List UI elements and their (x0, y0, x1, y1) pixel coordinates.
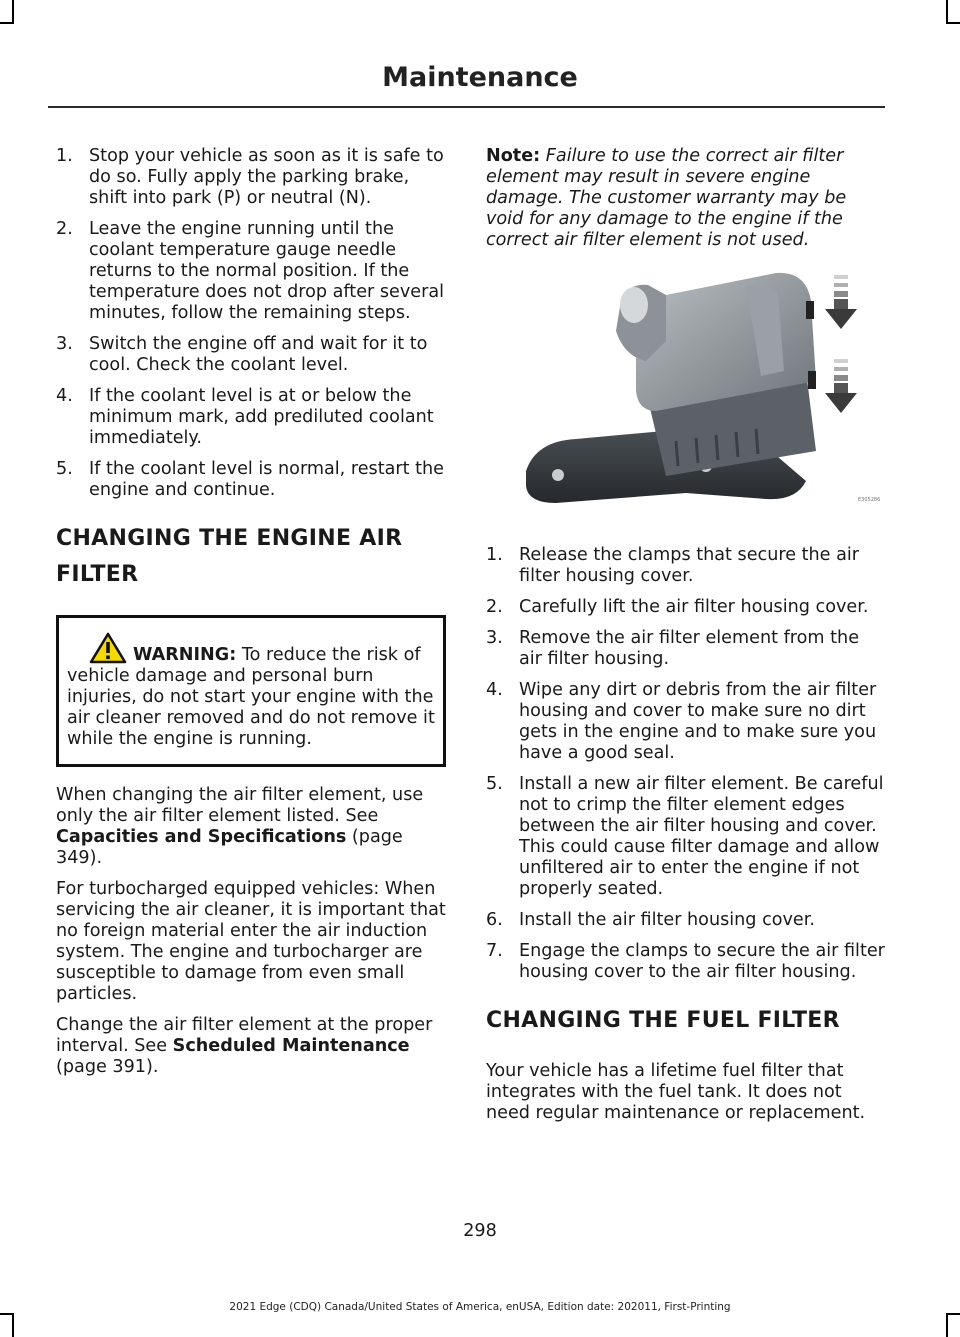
cross-reference-link[interactable]: Scheduled Maintenance (172, 1036, 410, 1056)
cross-reference-link[interactable]: Capacities and Specifications (56, 827, 347, 847)
header-rule (48, 106, 885, 108)
list-item: 5. Install a new air filter element. Be careful not to crimp the filter element edges between the air filter housing and cover. This could cause filter damage and allow unfiltered air to enter the engine if not properly seated. (486, 774, 884, 899)
paragraph: When changing the air filter element, use only the air filter element listed. See Capacities and Specifications (page 349). (56, 785, 424, 868)
down-arrow-icon (825, 359, 857, 413)
list-item: 4. If the coolant level is at or below the minimum mark, add prediluted coolant immediately. (56, 386, 434, 448)
down-arrow-icon (825, 275, 857, 329)
list-item: 4. Wipe any dirt or debris from the air filter housing and cover to make sure no dirt gets in the engine and to make sure you have a good seal. (486, 680, 877, 763)
list-item: 5. If the coolant level is normal, restart the engine and continue. (56, 459, 444, 500)
list-item: 3. Switch the engine off and wait for it to cool. Check the coolant level. (56, 334, 428, 375)
note: Note: Failure to use the correct air filter element may result in severe engine damage. The customer warranty may be void for any damage to the engine if the correct air filter element is not used. (486, 146, 847, 250)
air-filter-steps-list (486, 545, 886, 983)
paragraph: For turbocharged equipped vehicles: When servicing the air cleaner, it is important that no foreign material enter the air induction system. The engine and turbocharger are susceptible to damage from even small particles. (56, 879, 446, 1004)
section-heading-fuel-filter: CHANGING THE FUEL FILTER (486, 1008, 840, 1033)
paragraph: Change the air filter element at the proper interval. See Scheduled Maintenance (page 391). (56, 1015, 433, 1077)
list-item: 3. Remove the air filter element from the air filter housing. (486, 628, 860, 669)
crop-mark (946, 1313, 948, 1337)
page-title: Maintenance (382, 62, 578, 93)
crop-mark (946, 22, 960, 24)
left-column (56, 146, 446, 1088)
list-item: 6. Install the air filter housing cover. (486, 910, 815, 930)
page-number: 298 (463, 1221, 497, 1241)
air-filter-housing-illustration (516, 261, 881, 521)
warning-box (56, 615, 446, 767)
warning-label: WARNING: (133, 645, 237, 665)
warning-text: To reduce the risk of vehicle damage and personal burn injuries, do not start your engine with the air cleaner removed and do not remove it while the engine is running. (67, 645, 435, 749)
crop-mark (12, 1313, 14, 1337)
list-item: 1. Release the clamps that secure the air filter housing cover. (486, 545, 859, 586)
crop-mark (946, 0, 948, 24)
list-item: 2. Leave the engine running until the coolant temperature gauge needle returns to the normal position. If the temperature does not drop after several minutes, follow the remaining steps. (56, 219, 444, 323)
figure-label: E305286 (858, 497, 881, 503)
paragraph: Your vehicle has a lifetime fuel filter that integrates with the fuel tank. It does not need regular maintenance or replacement. (486, 1061, 866, 1123)
section-heading-air-filter: CHANGING THE ENGINE AIR FILTER (56, 526, 403, 587)
crop-mark (0, 1313, 14, 1315)
crop-mark (946, 1313, 960, 1315)
coolant-steps-list (56, 146, 446, 501)
crop-mark (0, 22, 14, 24)
right-column (486, 146, 886, 1134)
air-filter-housing-image (516, 261, 881, 521)
footer: 2021 Edge (CDQ) Canada/United States of America, enUSA, Edition date: 202011, First-Printing (229, 1301, 731, 1313)
list-item: 7. Engage the clamps to secure the air filter housing cover to the air filter housing. (486, 941, 885, 982)
crop-mark (12, 0, 14, 24)
list-item: 2. Carefully lift the air filter housing cover. (486, 597, 869, 617)
list-item: 1. Stop your vehicle as soon as it is safe to do so. Fully apply the parking brake, shift into park (P) or neutral (N). (56, 146, 444, 208)
warning-triangle-icon (89, 632, 127, 664)
